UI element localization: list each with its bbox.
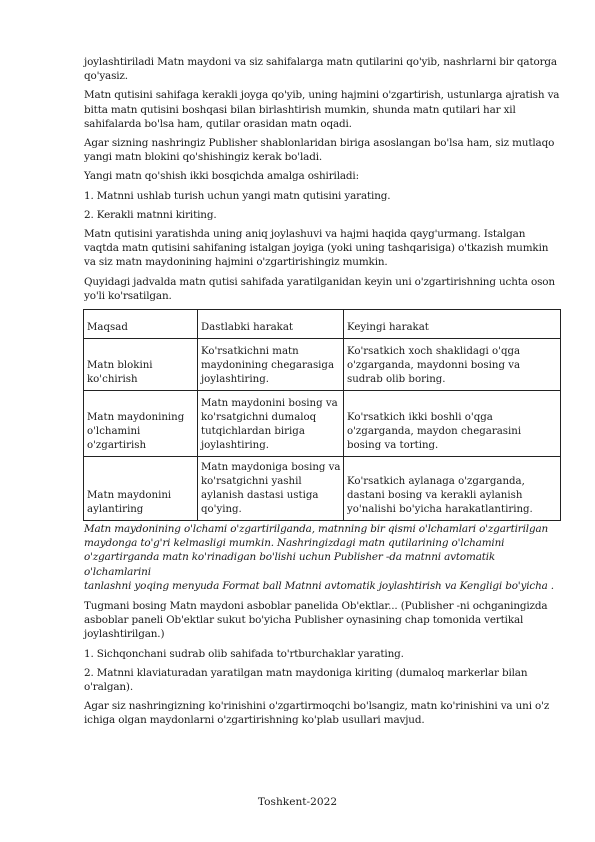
paragraph: joylashtiriladi Matn maydoni va siz sahifalarga matn qutilarini qo'yib, nashrlarni bir qatorga qo'yasiz. <box>84 56 557 83</box>
list-item: 1. Sichqonchani sudrab olib sahifada to'rtburchaklar yarating. <box>84 647 404 660</box>
table-cell: Matn maydonini aylantiring <box>84 457 198 521</box>
table-header-cell: Maqsad <box>84 310 198 339</box>
paragraph: Agar sizning nashringiz Publisher shablonlaridan biriga asoslangan bo'lsa ham, siz mutlaqo yangi matn blokini qo'shishingiz kerak bo'ladi. <box>84 137 555 164</box>
paragraph: Yangi matn qo'shish ikki bosqichda amalga oshiriladi: <box>84 170 359 183</box>
paragraph: Matn qutisini sahifaga kerakli joyga qo'yib, uning hajmini o'zgartirish, ustunlarga ajratish va bitta matn qutisini boshqasi bilan birlashtirish mumkin, shunda matn qutilari har xil sahifalarda bo'lsa ham, qutilar orasidan matn oqadi. <box>84 89 560 130</box>
table-cell: Matn maydonini bosing va ko'rsatgichni dumaloq tutqichlardan biriga joylashtiring. <box>198 391 344 457</box>
table-header-row <box>84 310 561 339</box>
table-row <box>84 457 561 521</box>
table-cell: Ko'rsatkich ikki boshli o'qga o'zgarganda, maydon chegarasini bosing va torting. <box>344 391 561 457</box>
table-cell: Ko'rsatkich aylanaga o'zgarganda, dastani bosing va kerakli aylanish yo'nalishi bo'yicha harakatlantiring. <box>344 457 561 521</box>
text-box-actions-table <box>83 309 561 521</box>
italic-line: o'zgartirganda matn ko'rinadigan bo'lishi uchun Publisher -da matnni avtomatik o'lchamlarini <box>84 551 496 578</box>
paragraph: Quyidagi jadvalda matn qutisi sahifada yaratilganidan keyin uni o'zgartirishning uchta oson yo'li ko'rsatilgan. <box>84 275 555 302</box>
list-item: 1. Matnni ushlab turish uchun yangi matn qutisini yarating. <box>84 189 391 202</box>
italic-line: Matn maydonining o'lchami o'zgartirilganda, matnning bir qismi o'lchamlari o'zgartirilgan <box>84 523 549 536</box>
table-cell: Matn maydoniga bosing va ko'rsatgichni yashil aylanish dastasi ustiga qo'ying. <box>198 457 344 521</box>
table-cell: Matn maydonining o'lchamini o'zgartirish <box>84 391 198 457</box>
table-cell: Ko'rsatkich xoch shaklidagi o'qga o'zgarganda, maydonni bosing va sudrab olib boring. <box>344 339 561 391</box>
table-row <box>84 339 561 391</box>
table-header-cell: Dastlabki harakat <box>198 310 344 339</box>
paragraph: Matn qutisini yaratishda uning aniq joylashuvi va hajmi haqida qayg'urmang. Istalgan vaqtda matn qutisini sahifaning istalgan joyiga (yoki uning tashqarisiga) o'tkazish mumkin va siz matn maydonining hajmini o'zgartirishingiz mumkin. <box>84 228 549 269</box>
table-row <box>84 391 561 457</box>
paragraph: Agar siz nashringizning ko'rinishini o'zgartirmoqchi bo'lsangiz, matn ko'rinishini va uni o'z ichiga olgan maydonlarni o'zgartirishning ko'plab usullari mavjud. <box>84 700 550 727</box>
list-item: 2. Matnni klaviaturadan yaratilgan matn maydoniga kiriting (dumaloq markerlar bilan o'ralgan). <box>84 666 528 694</box>
table-cell: Ko'rsatkichni matn maydonining chegarasiga joylashtiring. <box>198 339 344 391</box>
page-footer: Toshkent-2022 <box>257 796 338 808</box>
list-item: 2. Kerakli matnni kiriting. <box>84 208 217 221</box>
italic-line: maydonga to'g'ri kelmasligi mumkin. Nashringizdagi matn qutilarining o'lchamini <box>84 537 505 550</box>
table-header-cell: Keyingi harakat <box>344 310 561 339</box>
document-body <box>84 55 562 733</box>
table-cell: Matn blokini ko'chirish <box>84 339 198 391</box>
paragraph: Tugmani bosing Matn maydoni asboblar panelida Ob'ektlar... (Publisher -ni ochganingizda asboblar paneli Ob'ektlar sukut bo'yicha Publisher oynasining chap tomonida vertikal joylashtirilgan.) <box>84 600 548 641</box>
italic-line: tanlashni yoqing menyuda Format ball Matnni avtomatik joylashtirish va Kengligi bo'yicha . <box>84 579 554 592</box>
italic-note <box>84 522 562 593</box>
